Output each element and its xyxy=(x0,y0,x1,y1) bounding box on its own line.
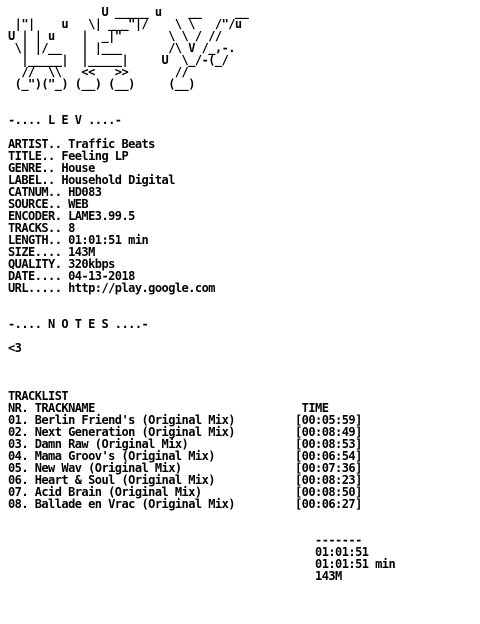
blank-line xyxy=(8,294,395,306)
nfo-document xyxy=(8,6,395,582)
info-label: LABEL.. Household Digital xyxy=(8,173,175,187)
track-row: 02. Next Generation (Original Mix) [00:08:49] xyxy=(8,425,362,439)
info-encoder: ENCODER. LAME3.99.5 xyxy=(8,209,135,223)
info-title: TITLE.. Feeling LP xyxy=(8,149,129,163)
info-genre: GENRE.. House xyxy=(8,161,95,175)
logo-art-line: U | | u | _|" \ \ / // xyxy=(8,29,222,43)
logo-art-line: (_")("_) (__) (__) (__) xyxy=(8,77,195,91)
info-url: URL..... http://play.google.com xyxy=(8,281,215,295)
track-row: 08. Ballade en Vrac (Original Mix) [00:06:27] xyxy=(8,497,362,511)
info-date: DATE.... 04-13-2018 xyxy=(8,269,135,283)
track-row: 04. Mama Groov's (Original Mix) [00:06:54] xyxy=(8,449,362,463)
info-tracks: TRACKS.. 8 xyxy=(8,221,75,235)
info-source: SOURCE.. WEB xyxy=(8,197,89,211)
logo-art-line: // \\ << >> // xyxy=(8,65,189,79)
blank-line xyxy=(8,90,395,102)
track-row: 05. New Wav (Original Mix) [00:07:36] xyxy=(8,461,362,475)
totals-divider: ------- xyxy=(8,533,362,547)
totals-length: 01:01:51 min xyxy=(8,557,396,571)
tracklist-title: TRACKLIST xyxy=(8,389,69,403)
blank-line xyxy=(8,354,395,366)
track-row: 07. Acid Brain (Original Mix) [00:08:50] xyxy=(8,485,362,499)
logo-art-line: \| |/__ | |___ /\ V /_,-. xyxy=(8,41,235,55)
info-catnum: CATNUM.. HD083 xyxy=(8,185,102,199)
blank-line xyxy=(8,330,395,342)
logo-art-line: |"| u \| ___"|/ \ \ /"/u xyxy=(8,17,242,31)
tracklist-header: NR. TRACKNAME TIME xyxy=(8,401,329,415)
totals-time: 01:01:51 xyxy=(8,545,369,559)
lev-header: -.... L E V ....- xyxy=(8,113,122,127)
notes-text: <3 xyxy=(8,341,22,355)
totals-size: 143M xyxy=(8,569,342,583)
track-row: 06. Heart & Soul (Original Mix) [00:08:23] xyxy=(8,473,362,487)
info-quality: QUALITY. 320kbps xyxy=(8,257,115,271)
logo-art-line: |_____| |_____| U \_/-(_/ xyxy=(8,53,229,67)
info-artist: ARTIST.. Traffic Beats xyxy=(8,137,155,151)
notes-header: -.... N O T E S ....- xyxy=(8,317,149,331)
info-length: LENGTH.. 01:01:51 min xyxy=(8,233,149,247)
blank-line xyxy=(8,510,395,522)
track-row: 01. Berlin Friend's (Original Mix) [00:05:59] xyxy=(8,413,362,427)
track-row: 03. Damn Raw (Original Mix) [00:08:53] xyxy=(8,437,362,451)
info-size: SIZE.... 143M xyxy=(8,245,95,259)
logo-art-line: U _____ u __ __ xyxy=(8,5,249,19)
blank-line xyxy=(8,366,395,378)
